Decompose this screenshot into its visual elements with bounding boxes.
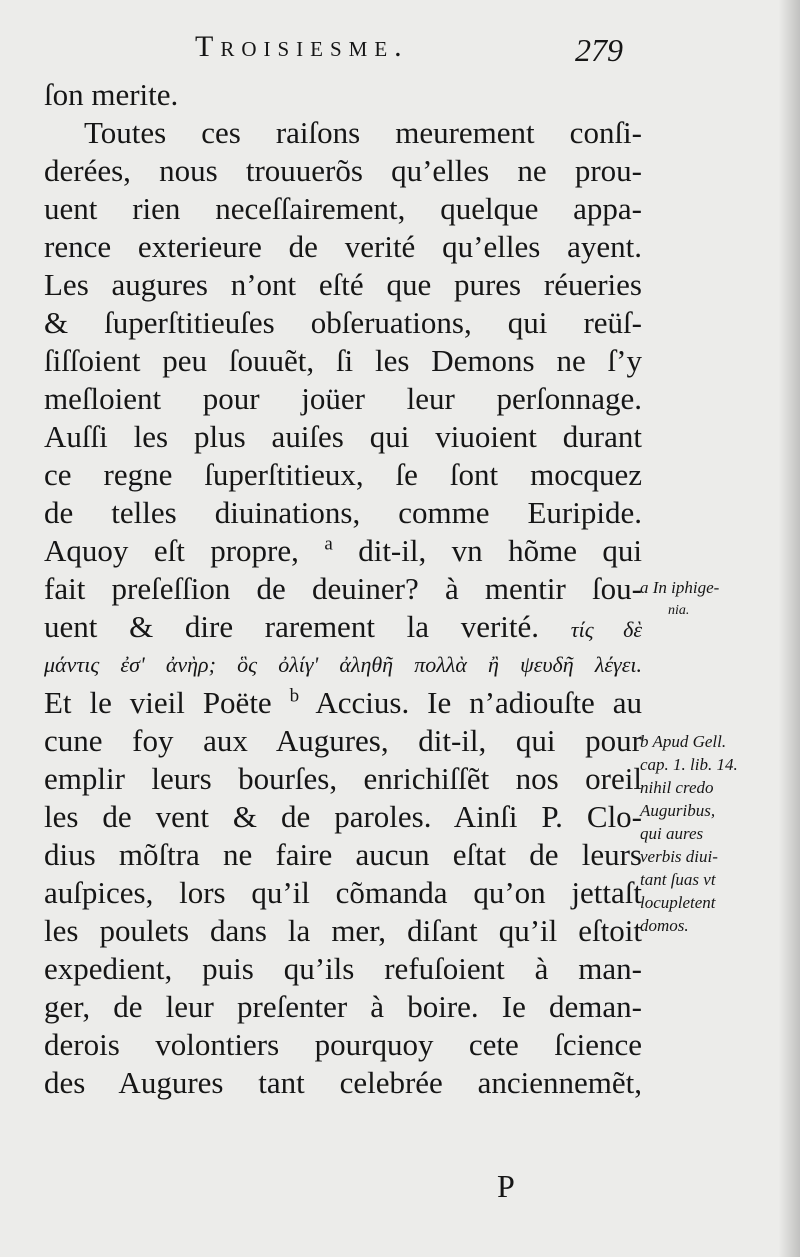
text-line: emplir leurs bourſes, enrichiſſẽt nos oreil [44, 761, 642, 796]
margin-note-line: locupletent [640, 893, 716, 912]
text-line: ſiſſoient peu ſouuẽt, ſi les Demons ne ſ’y [44, 343, 642, 378]
text-line: & ſuperſtitieuſes obſeruations, qui reüſ- [44, 305, 642, 340]
margin-note-line: Auguribus, [640, 801, 716, 820]
line-text: dit-il, vn hõme qui [358, 533, 643, 568]
running-title: Troisiesme. [195, 30, 409, 63]
line-text: Accius. Ie n’adiouſte au [315, 685, 643, 720]
margin-note-line: nia. [668, 603, 690, 618]
text-line: Les augures n’ont eſté que pures réueries [44, 267, 642, 302]
margin-note-a [640, 576, 780, 622]
text-line [44, 532, 642, 570]
text-line: ger, de leur preſenter à boire. Ie deman- [44, 989, 642, 1024]
line-text: Et le vieil Poëte [44, 685, 272, 720]
text-line: derées, nous trouuerõs qu’elles ne prou- [44, 153, 642, 188]
text-line [44, 684, 642, 722]
margin-note-line: verbis diui- [640, 847, 718, 866]
catchword: P [497, 1168, 515, 1204]
text-line: fait preſeſſion de deuiner? à mentir ſou- [44, 571, 642, 606]
greek-quotation: μάντις ἐσ' ἀνὴρ; ὃς ὀλίγ' ἀληθῆ πολλὰ ἢ ψευδῆ λέγει. [44, 652, 642, 677]
margin-note-line: domos. [640, 916, 689, 935]
text-line: de telles diuinations, comme Euripide. [44, 495, 642, 530]
line-text: Aquoy eſt propre, [44, 533, 299, 568]
margin-note-line: cap. 1. lib. 14. [640, 755, 738, 774]
note-mark-a: a [324, 533, 333, 555]
text-line: cune foy aux Augures, dit-il, qui pour [44, 723, 642, 758]
text-line: expedient, puis qu’ils refuſoient à man- [44, 951, 642, 986]
text-line: dius mõſtra ne faire aucun eſtat de leurs [44, 837, 642, 872]
margin-note-line: qui aures [640, 824, 704, 843]
text-line: ce regne ſuperſtitieux, ſe ſont mocquez [44, 457, 642, 492]
text-line: derois volontiers pourquoy cete ſcience [44, 1027, 642, 1062]
text-line: ſon merite. [44, 77, 179, 112]
margin-note-b [640, 730, 780, 937]
greek-text: τίς δὲ [570, 617, 642, 642]
text-line: Toutes ces raiſons meurement conſi- [84, 115, 642, 150]
page-edge-shadow [778, 0, 800, 1257]
text-line: auſpices, lors qu’il cõmanda qu’on jettaſt [44, 875, 642, 910]
note-mark-b: b [289, 685, 300, 707]
text-line: Auſſi les plus auiſes qui viuoient durant [44, 419, 642, 454]
line-text: uent & dire rarement la verité. [44, 609, 540, 644]
text-line: meſloient pour joüer leur perſonnage. [44, 381, 642, 416]
page-number: 279 [575, 32, 623, 68]
margin-note-line: a In iphige- [640, 578, 720, 597]
text-line: uent rien neceſſairement, quelque appa- [44, 191, 642, 226]
margin-note-line: tant ſuas vt [640, 870, 716, 889]
margin-note-line: b Apud Gell. [640, 732, 727, 751]
text-line: des Augures tant celebrée anciennemẽt, [44, 1065, 642, 1100]
margin-note-line: nihil credo [640, 778, 714, 797]
text-line: les de vent & de paroles. Ainſi P. Clo- [44, 799, 642, 834]
text-line: rence exterieure de verité qu’elles ayent. [44, 229, 642, 264]
text-line: les poulets dans la mer, diſant qu’il eſtoit [44, 913, 642, 948]
text-line [44, 608, 642, 646]
